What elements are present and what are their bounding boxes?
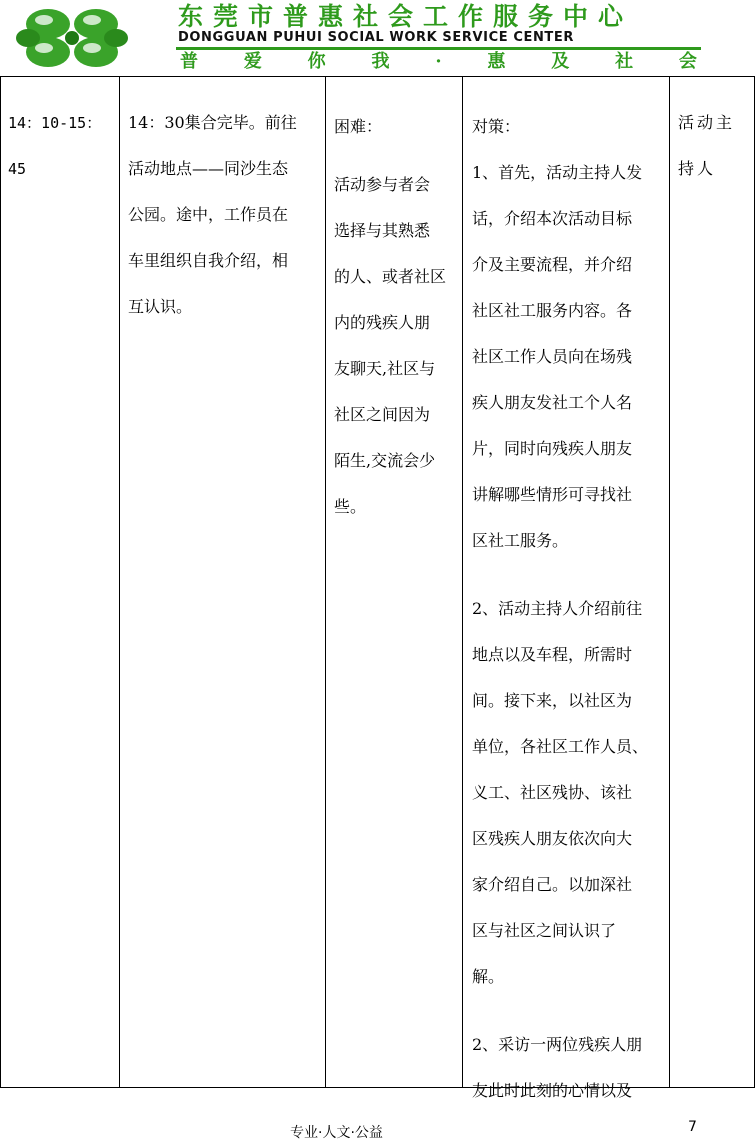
difficulty-line: 陌生,交流会少 [334,451,436,470]
difficulty-line: 些。 [334,497,367,516]
time-line: 14：10-15： [8,114,102,132]
footer-tagline: 专业·人文·公益 [290,1125,383,1141]
strategy-line: 地点以及车程，所需时 [472,645,633,664]
page-number: 7 [688,1119,697,1135]
page-footer [0,1119,755,1144]
strategy-line: 解。 [472,967,505,986]
strategy-line: 区社工服务。 [472,531,569,550]
strategy-line: 2、活动主持人介绍前往 [472,599,643,618]
header-divider [176,47,701,50]
responsible-line: 活动主 [678,113,736,132]
slogan [176,51,701,73]
content-cell [128,100,320,330]
strategy-line: 社区工作人员向在场残 [472,347,633,366]
slogan-char: 惠 [487,51,506,72]
difficulty-title: 困难： [334,117,383,136]
responsible-line: 持人 [678,159,717,178]
responsible-cell [678,100,748,192]
org-name-cn: 东莞市普惠社会工作服务中心 [178,2,634,31]
strategy-line: 间。接下来，以社区为 [472,691,633,710]
four-leaf-clover-icon [4,2,140,74]
strategy-line: 片，同时向残疾人朋友 [472,439,633,458]
content-line: 14：30集合完毕。前往 [128,113,297,132]
page-header [0,0,755,76]
slogan-char: 你 [307,51,326,72]
strategy-line: 介及主要流程，并介绍 [472,255,633,274]
strategy-line: 单位，各社区工作人员、 [472,737,649,756]
strategy-line: 区与社区之间认识了 [472,921,617,940]
column-divider [669,76,670,1088]
strategy-title: 对策： [472,117,521,136]
difficulty-line: 友聊天,社区与 [334,359,436,378]
column-divider [325,76,326,1088]
strategy-line: 义工、社区残协、该社 [472,783,633,802]
time-line: 45 [8,160,27,178]
slogan-char: 社 [615,51,634,72]
difficulty-line: 活动参与者会 [334,175,431,194]
strategy-line: 区残疾人朋友依次向大 [472,829,633,848]
time-cell [8,100,112,192]
org-name-en: DONGGUAN PUHUI SOCIAL WORK SERVICE CENTER [178,30,574,45]
strategy-line: 讲解哪些情形可寻找社 [472,485,633,504]
column-divider [462,76,463,1088]
strategy-line: 友此时此刻的心情以及 [472,1081,633,1100]
difficulty-line: 内的残疾人朋 [334,313,431,332]
table-border-top [0,76,755,77]
content-line: 公园。途中，工作员在 [128,205,289,224]
content-line: 活动地点——同沙生态 [128,159,289,178]
slogan-char: 我 [371,51,390,72]
slogan-char: 会 [678,51,697,72]
strategy-line: 家介绍自己。以加深社 [472,875,633,894]
column-divider [0,76,1,1088]
content-line: 车里组织自我介绍，相 [128,251,289,270]
difficulty-cell [334,104,456,530]
difficulty-line: 选择与其熟悉 [334,221,431,240]
slogan-char: 爱 [243,51,262,72]
slogan-char: 普 [180,51,198,72]
content-line: 互认识。 [128,297,193,316]
difficulty-line: 的人、或者社区 [334,267,447,286]
slogan-char: 及 [551,51,570,72]
strategy-line: 1、首先，活动主持人发 [472,163,643,182]
difficulty-line: 社区之间因为 [334,405,431,424]
strategy-cell [472,104,662,1114]
slogan-char: · [435,51,442,72]
strategy-line: 话，介绍本次活动目标 [472,209,633,228]
strategy-line: 社区社工服务内容。各 [472,301,633,320]
strategy-line: 2、采访一两位残疾人朋 [472,1035,643,1054]
column-divider [119,76,120,1088]
strategy-line: 疾人朋友发社工个人名 [472,393,633,412]
